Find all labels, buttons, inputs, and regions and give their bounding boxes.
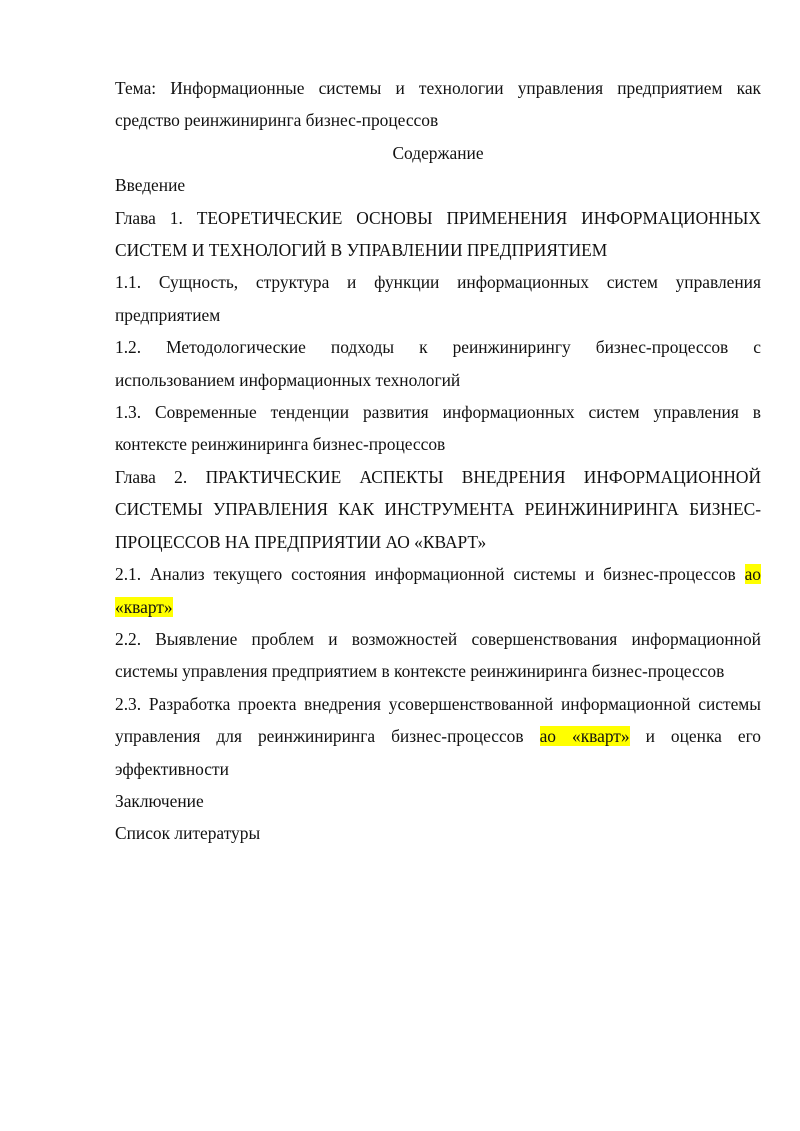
toc-bibliography: Список литературы xyxy=(115,823,261,844)
section-2-1-text: 2.1. Анализ текущего состояния информационной системы и бизнес-процессов xyxy=(115,564,745,585)
section-2-3-text-after: и оценка его эффективности xyxy=(115,726,761,779)
toc-conclusion: Заключение xyxy=(115,790,204,811)
toc-section-1-1: 1.1. Сущность, структура и функции информационных систем управления предприятием xyxy=(115,272,761,325)
section-2-3-highlight: ао «кварт» xyxy=(539,726,630,747)
toc-section-1-2: 1.2. Методологические подходы к реинжинирингу бизнес-процессов с использованием информационных технологий xyxy=(115,337,761,390)
toc-section-2-3 xyxy=(115,688,761,785)
topic-title: Тема: Информационные системы и технологии управления предприятием как средство реинжиниринга бизнес-процессов xyxy=(115,78,761,131)
toc-section-1-3: 1.3. Современные тенденции развития информационных систем управления в контексте реинжиниринга бизнес-процессов xyxy=(115,402,761,455)
section-2-1-highlight: ао «кварт» xyxy=(115,564,761,617)
contents-heading: Содержание xyxy=(392,142,484,163)
section-2-3-text-before: 2.3. Разработка проекта внедрения усовершенствованной информационной системы управления для реинжиниринга бизнес-процессов xyxy=(115,693,761,747)
toc-chapter-1: Глава 1. ТЕОРЕТИЧЕСКИЕ ОСНОВЫ ПРИМЕНЕНИЯ ИНФОРМАЦИОННЫХ СИСТЕМ И ТЕХНОЛОГИЙ В УПРАВЛЕНИИ ПРЕДПРИЯТИЕМ xyxy=(115,207,761,261)
toc-section-2-2: 2.2. Выявление проблем и возможностей совершенствования информационной системы управления предприятием в контексте реинжиниринга бизнес-процессов xyxy=(115,628,761,682)
toc-section-2-1 xyxy=(115,558,761,623)
toc-chapter-2: Глава 2. ПРАКТИЧЕСКИЕ АСПЕКТЫ ВНЕДРЕНИЯ ИНФОРМАЦИОННОЙ СИСТЕМЫ УПРАВЛЕНИЯ КАК ИНСТРУМЕНТА РЕИНЖИНИРИНГА БИЗНЕС-ПРОЦЕССОВ НА ПРЕДПРИЯТИИ АО «КВАРТ» xyxy=(115,466,761,552)
document-page xyxy=(115,72,761,850)
toc-introduction: Введение xyxy=(115,175,186,196)
